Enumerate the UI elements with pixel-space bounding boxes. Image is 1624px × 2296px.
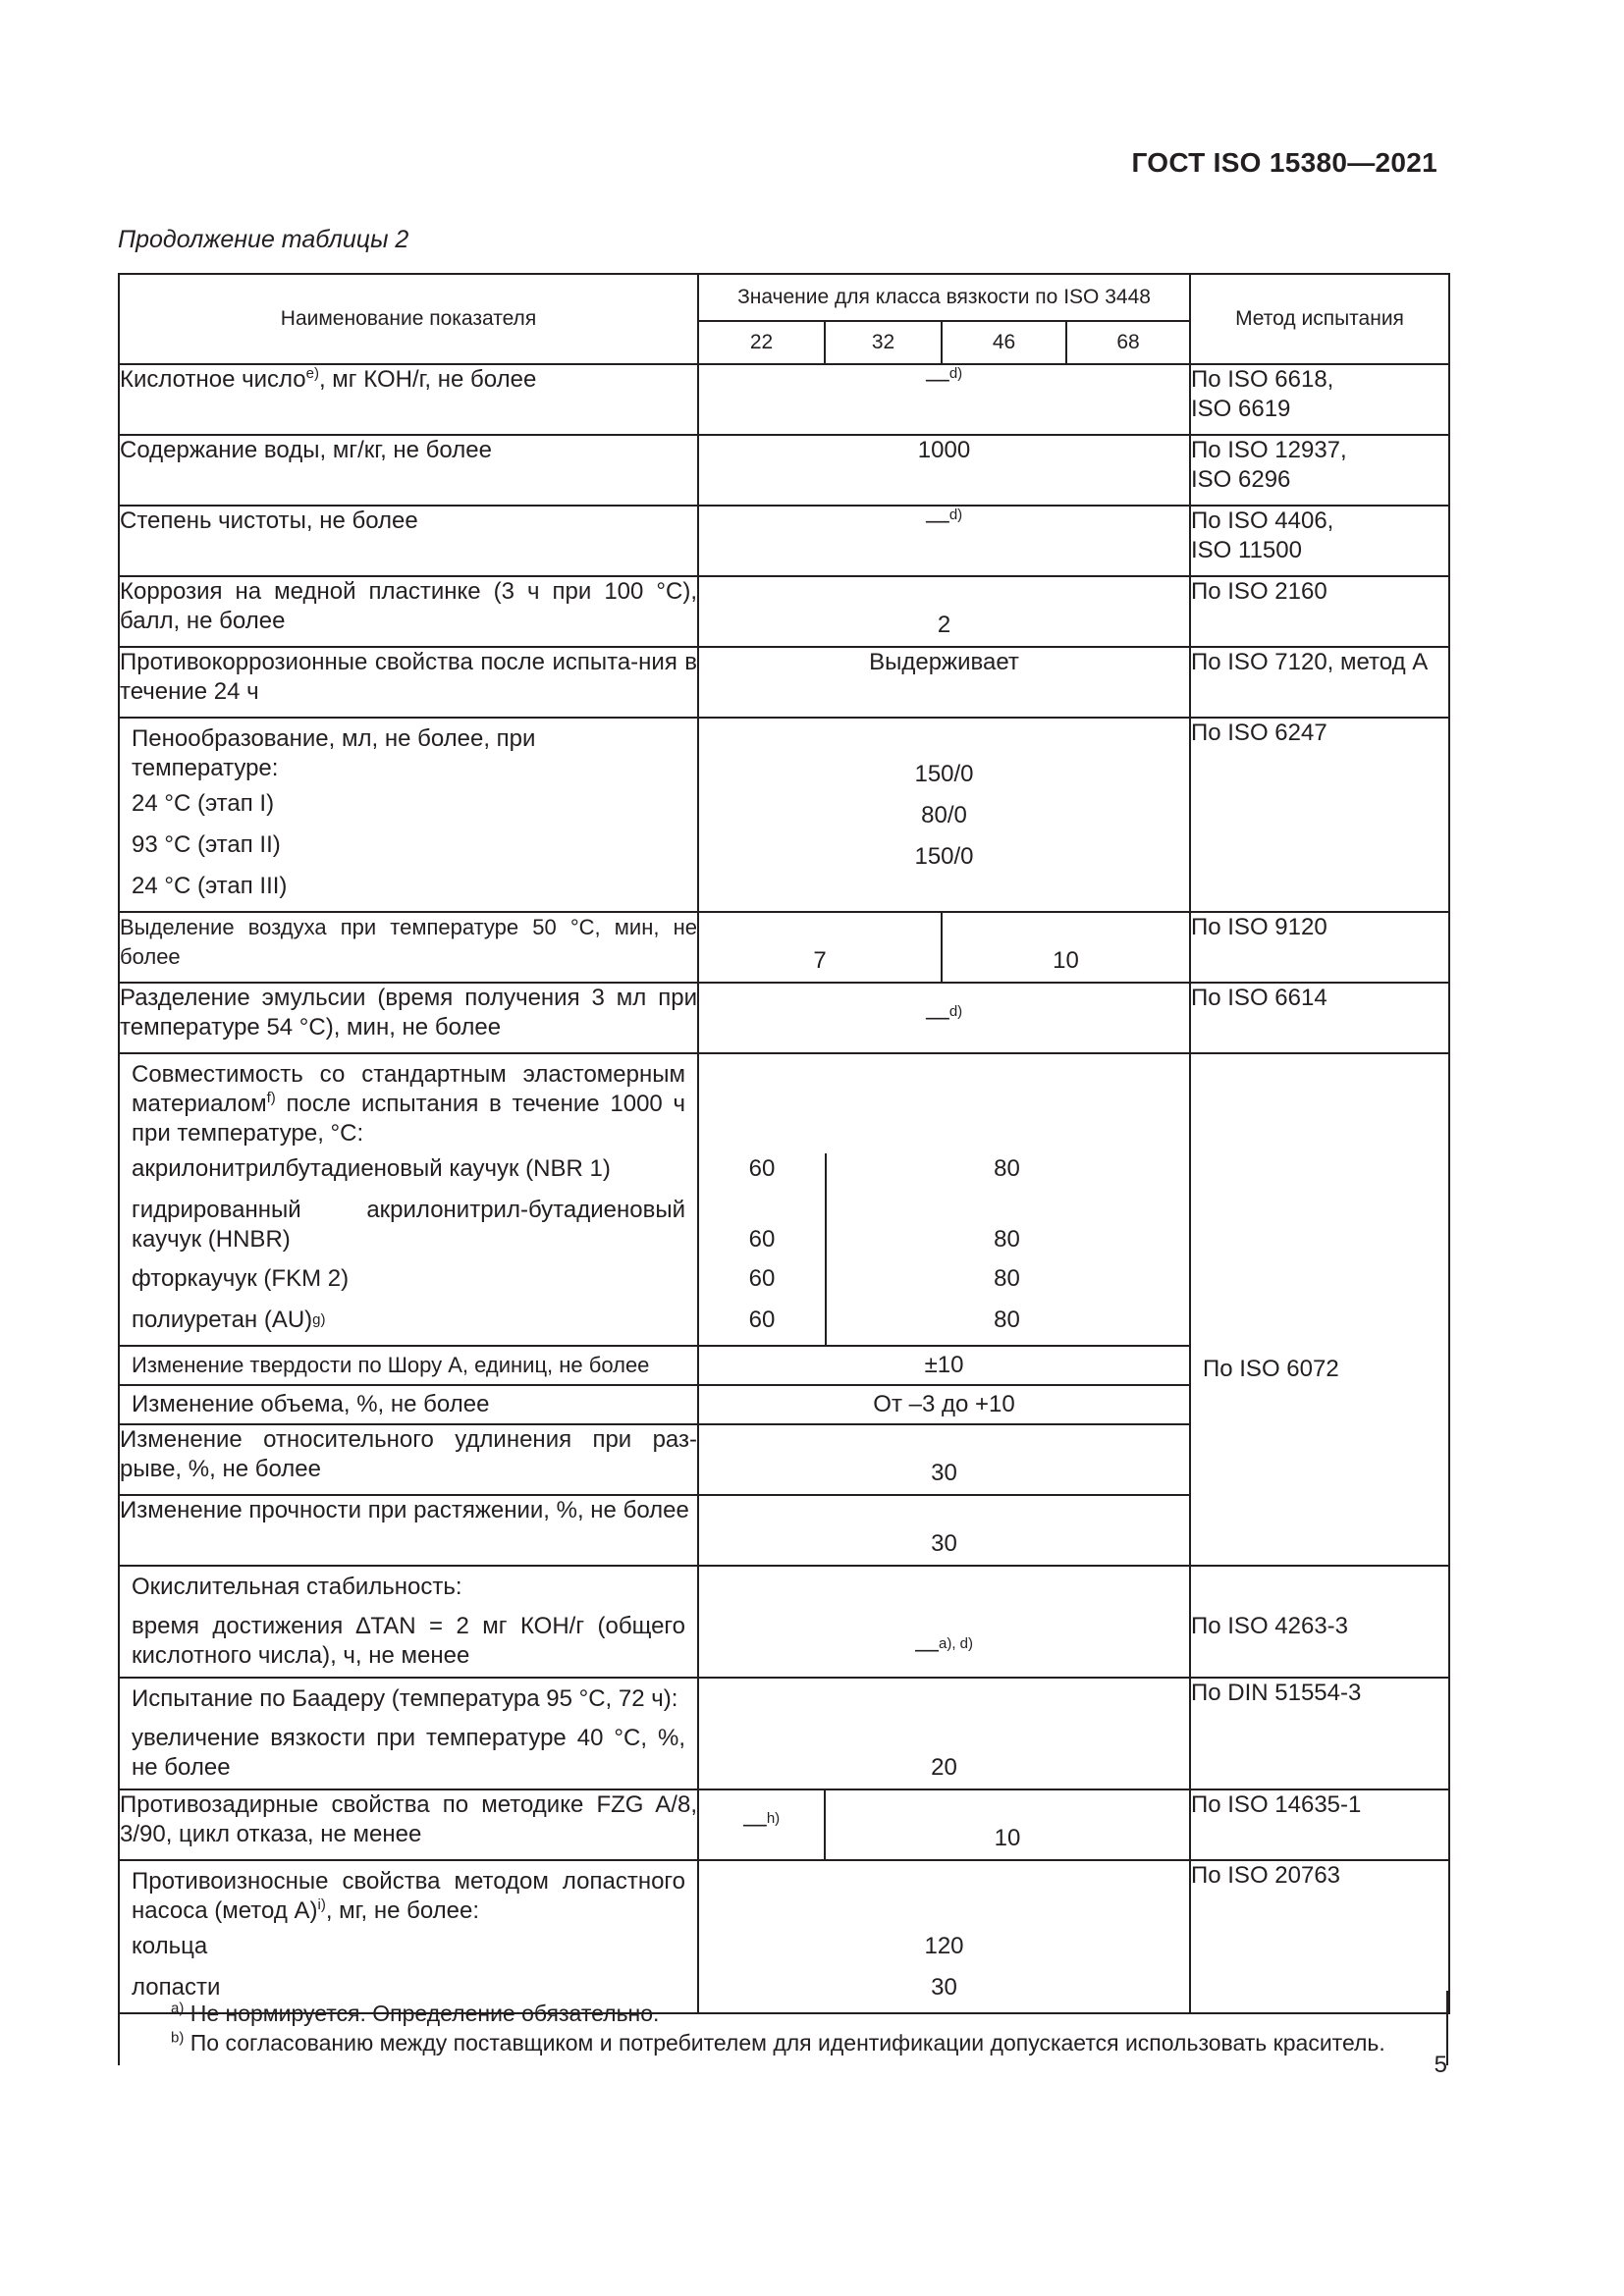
- table-header-row: [119, 274, 1449, 321]
- value-cell: 20: [698, 1678, 1190, 1789]
- row-air-release: [119, 912, 1449, 983]
- method-cell: По ISO 4263-3: [1190, 1566, 1449, 1678]
- table-caption: Продолжение таблицы 2: [118, 226, 409, 253]
- row-oxidation: [119, 1566, 1449, 1678]
- name-cell: Разделение эмульсии (время получения 3 мл при температуре 54 °С), мин, не более: [119, 983, 698, 1053]
- name-cell: Окислительная стабильность: время достижения ∆TAN = 2 мг КОН/г (общего кислотного числа), ч, не менее: [119, 1566, 698, 1678]
- value-cell: 2: [698, 576, 1190, 647]
- class-68: 68: [1066, 321, 1190, 364]
- page-number: 5: [1434, 2052, 1447, 2078]
- value-cell: —$^{d)}$: [698, 983, 1190, 1053]
- value-cell: ±10: [698, 1346, 1190, 1385]
- table-footnotes: [118, 1991, 1448, 2065]
- name-cell: Пенообразование, мл, не более, при температуре: 24 °С (этап I) 93 °С (этап II) 24 °С (этап III): [119, 718, 698, 912]
- document-code: ГОСТ ISO 15380—2021: [1131, 147, 1437, 178]
- method-cell: По ISO 14635-1: [1190, 1789, 1449, 1860]
- name-cell: Изменение прочности при растяжении, %, не более: [119, 1495, 698, 1566]
- header-method: Метод испытания: [1190, 274, 1449, 364]
- name-cell: Изменение твердости по Шору А, единиц, не более: [119, 1346, 698, 1385]
- row-baader: [119, 1678, 1449, 1789]
- method-cell: По ISO 6618, ISO 6619: [1190, 364, 1449, 435]
- header-values: Значение для класса вязкости по ISO 3448: [698, 274, 1190, 321]
- class-32: 32: [825, 321, 942, 364]
- row-fzg: [119, 1789, 1449, 1860]
- value-cell-left: 7: [698, 912, 942, 983]
- method-cell: По DIN 51554-3: [1190, 1678, 1449, 1789]
- footnote-a: $^{a)}$ Не нормируется. Определение обязательно.: [171, 2000, 660, 2026]
- spec-table: [118, 273, 1450, 2014]
- value-cell-rest: 80 80 80 80: [825, 1053, 1190, 1346]
- row-emulsion: [119, 983, 1449, 1053]
- value-cell: —$^{d)}$: [698, 506, 1190, 576]
- name-cell: Изменение объема, %, не более: [119, 1385, 698, 1424]
- name-cell: Противоизносные свойства методом лопастного насоса (метод А)$^{i)}$, мг, не более: кольца лопасти: [119, 1860, 698, 2013]
- method-cell: По ISO 6247: [1190, 718, 1449, 912]
- row-purity: [119, 506, 1449, 576]
- value-cell-rest: 10: [825, 1789, 1190, 1860]
- name-cell: Изменение относительного удлинения при раз-рыве, %, не более: [119, 1424, 698, 1495]
- row-copper: [119, 576, 1449, 647]
- method-cell: По ISO 7120, метод А: [1190, 647, 1449, 718]
- method-cell: По ISO 4406, ISO 11500: [1190, 506, 1449, 576]
- row-anticorrosion: [119, 647, 1449, 718]
- name-cell: Противокоррозионные свойства после испыта-ния в течение 24 ч: [119, 647, 698, 718]
- name-cell: Степень чистоты, не более: [119, 506, 698, 576]
- method-cell: По ISO 9120: [1190, 912, 1449, 983]
- value-cell: —$^{a), d)}$: [698, 1566, 1190, 1678]
- value-cell: 120 30: [698, 1860, 1190, 2013]
- value-cell: —$^{d)}$: [698, 364, 1190, 435]
- value-cell-22: —$^{h)}$: [698, 1789, 825, 1860]
- method-cell: По ISO 20763: [1190, 1860, 1449, 2013]
- footnote-b: $^{b)}$ По согласованию между поставщиком и потребителем для идентификации допускается использовать краситель.: [171, 2029, 1385, 2056]
- value-cell: 30: [698, 1495, 1190, 1566]
- value-cell: 1000: [698, 435, 1190, 506]
- name-cell: Содержание воды, мг/кг, не более: [119, 435, 698, 506]
- method-cell: По ISO 6614: [1190, 983, 1449, 1053]
- value-cell: От –3 до +10: [698, 1385, 1190, 1424]
- header-name: Наименование показателя: [119, 274, 698, 364]
- name-cell: Коррозия на медной пластинке (3 ч при 100 °С), балл, не более: [119, 576, 698, 647]
- value-cell: Выдерживает: [698, 647, 1190, 718]
- value-cell-right: 10: [942, 912, 1190, 983]
- row-foaming: [119, 718, 1449, 912]
- row-acid: [119, 364, 1449, 435]
- name-cell: Противозадирные свойства по методике FZG A/8, 3/90, цикл отказа, не менее: [119, 1789, 698, 1860]
- method-cell-elastomer: По ISO 6072: [1190, 1053, 1449, 1566]
- method-cell: По ISO 2160: [1190, 576, 1449, 647]
- row-elastomer: [119, 1053, 1449, 1346]
- name-cell: Совместимость со стандартным эластомерным материалом$^{f)}$ после испытания в течение 1000 ч при температуре, °С: акрилонитрилбутадиеновый каучук (NBR 1) гидрированный акрилонитрил-бутадиеновый каучук (HNBR) фторкаучук (FKM 2) полиуретан (AU) g): [119, 1053, 698, 1346]
- class-22: 22: [698, 321, 825, 364]
- value-cell: 30: [698, 1424, 1190, 1495]
- name-cell: Выделение воздуха при температуре 50 °С, мин, не более: [119, 912, 698, 983]
- name-cell: Кислотное число$^{e)}$, мг КОН/г, не более: [119, 364, 698, 435]
- name-cell: Испытание по Баадеру (температура 95 °С, 72 ч): увеличение вязкости при температуре 40 °С, %, не более: [119, 1678, 698, 1789]
- class-46: 46: [942, 321, 1066, 364]
- value-cell-22: 60 60 60 60: [698, 1053, 825, 1346]
- method-cell: По ISO 12937, ISO 6296: [1190, 435, 1449, 506]
- row-water: [119, 435, 1449, 506]
- value-cell: 150/0 80/0 150/0: [698, 718, 1190, 912]
